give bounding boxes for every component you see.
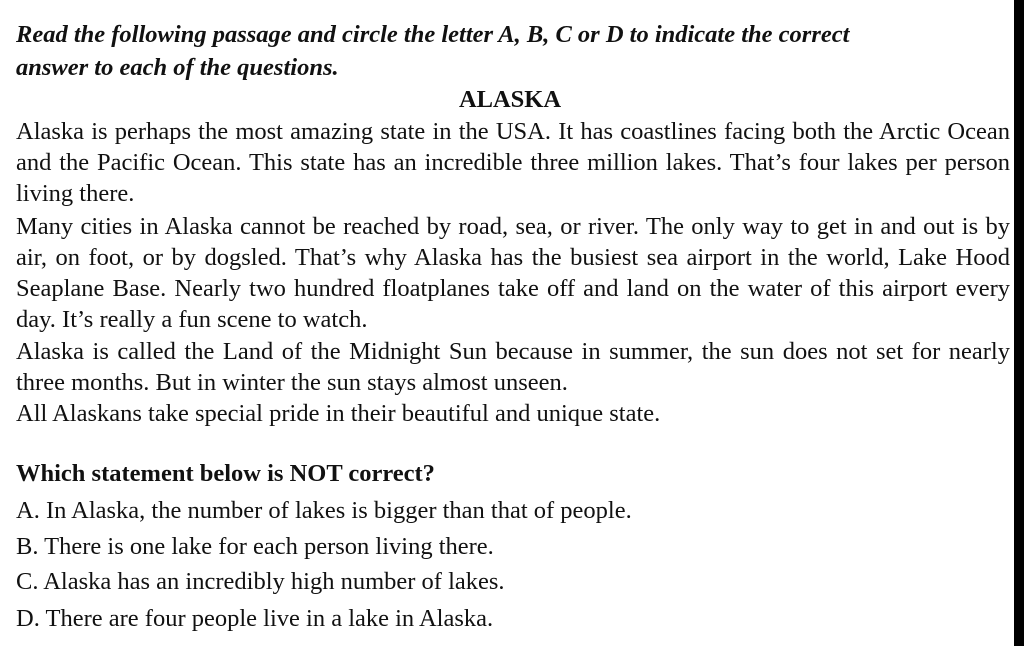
answer-option-a[interactable]: A. In Alaska, the number of lakes is bigger than that of people. xyxy=(16,497,632,524)
passage-paragraph-3: Alaska is called the Land of the Midnight Sun because in summer, the sun does not set for nearly three months. But in winter the sun stays almost unseen. xyxy=(16,338,1010,396)
passage-paragraph-4: All Alaskans take special pride in their beautiful and unique state. xyxy=(16,400,661,427)
passage-paragraph-2: Many cities in Alaska cannot be reached by road, sea, or river. The only way to get in and out is by air, on foot, or by dogsled. That’s why Alaska has the busiest sea airport in the world, Lake Hood Seaplane Base. Nearly two hundred floatplanes take off and land on the water of this airport every day. It’s really a fun scene to watch. xyxy=(16,213,1010,333)
instruction-line-2: answer to each of the questions. xyxy=(16,54,339,81)
question-stem: Which statement below is NOT correct? xyxy=(16,460,435,487)
answer-option-c[interactable]: C. Alaska has an incredibly high number of lakes. xyxy=(16,568,505,595)
answer-option-d[interactable]: D. There are four people live in a lake in Alaska. xyxy=(16,605,494,632)
passage-paragraph-1: Alaska is perhaps the most amazing state in the USA. It has coastlines facing both the Arctic Ocean and the Pacific Ocean. This state has an incredible three million lakes. That’s four lakes per person living there. xyxy=(16,118,1010,207)
page-border xyxy=(1014,0,1024,646)
instruction-line-1: Read the following passage and circle the letter A, B, C or D to indicate the correct xyxy=(16,21,850,48)
answer-option-b[interactable]: B. There is one lake for each person living there. xyxy=(16,533,494,560)
instruction-text xyxy=(16,18,1012,84)
passage-title: ALASKA xyxy=(458,86,562,113)
